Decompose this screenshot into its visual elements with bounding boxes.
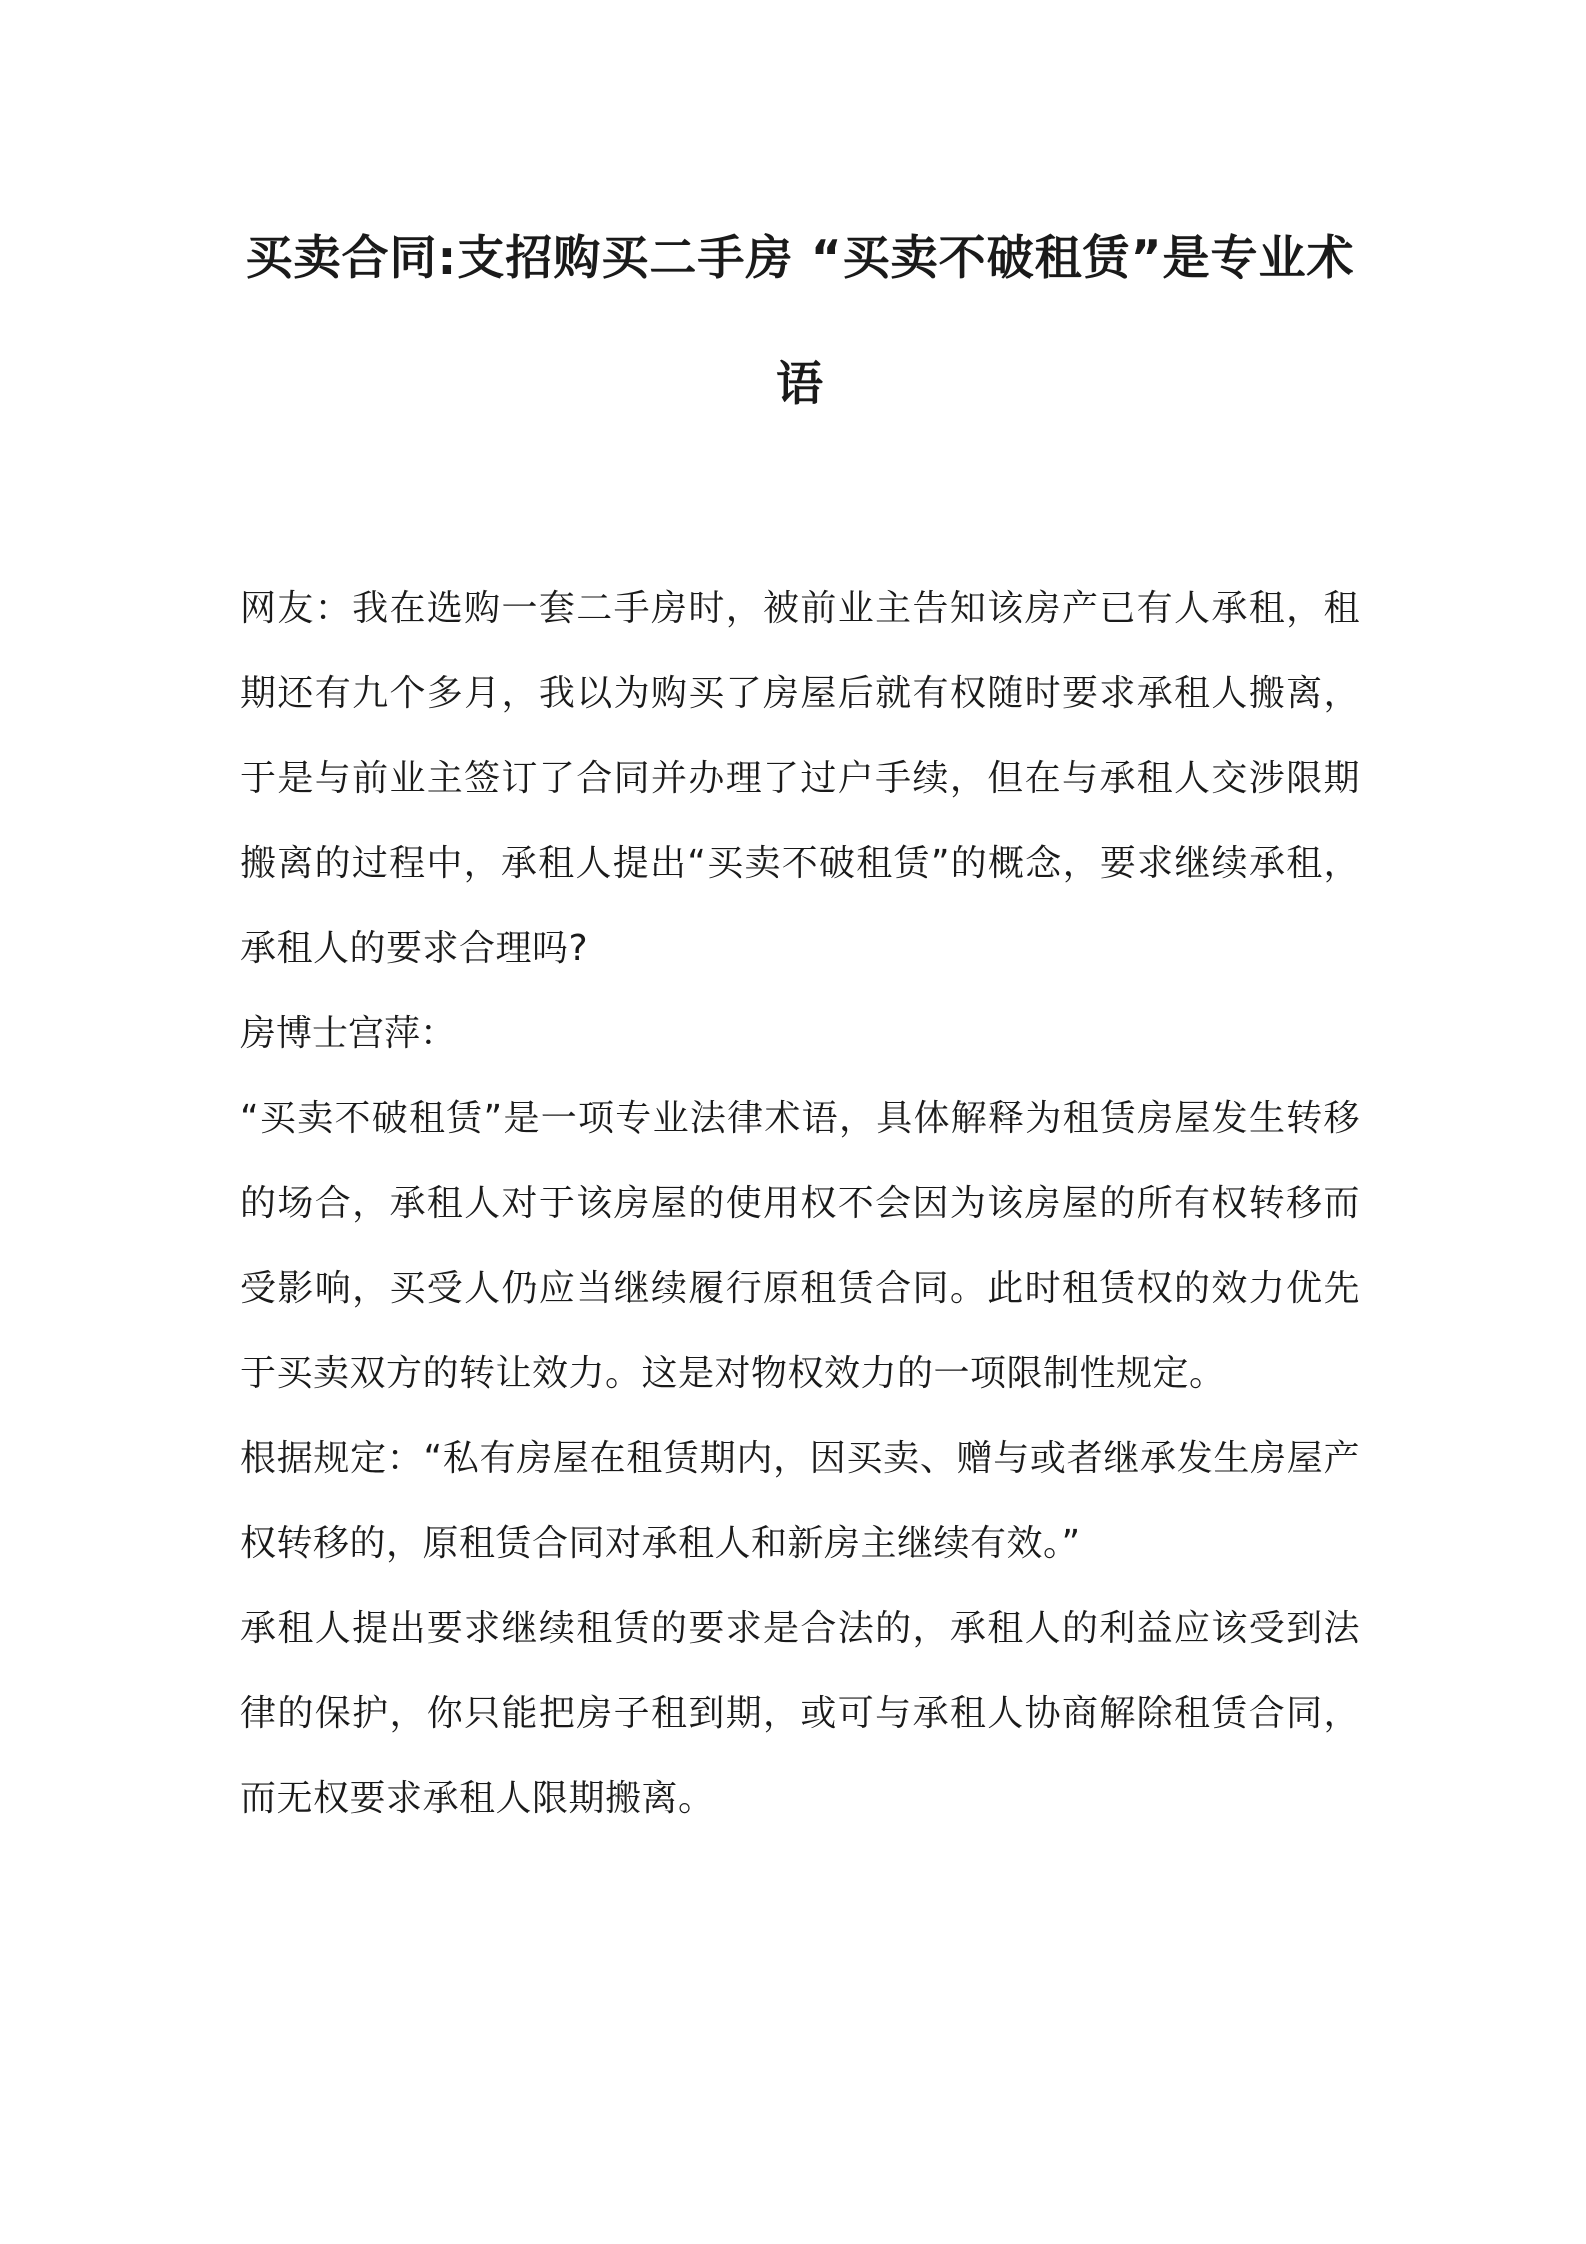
document-title: 买卖合同:支招购买二手房 “买卖不破租赁”是专业术语 (245, 231, 1355, 412)
question-paragraph: 网友：我在选购一套二手房时，被前业主告知该房产已有人承租，租期还有九个多月，我以为购买了房屋后就有权随时要求承租人搬离，于是与前业主签订了合同并办理了过户手续，但在与承租人交涉限期搬离的过程中，承租人提出“买卖不破租赁”的概念，要求继续承租，承租人的要求合理吗? (240, 588, 1360, 969)
answer-paragraph-3: 承租人提出要求继续租赁的要求是合法的，承租人的利益应该受到法律的保护，你只能把房子租到期，或可与承租人协商解除租赁合同，而无权要求承租人限期搬离。 (240, 1608, 1360, 1819)
answer-speaker: 房博士宫萍： (240, 1013, 457, 1054)
document-body (240, 566, 1360, 1841)
answer-paragraph-1: “买卖不破租赁”是一项专业法律术语，具体解释为租赁房屋发生转移的场合，承租人对于该房屋的使用权不会因为该房屋的所有权转移而受影响，买受人仍应当继续履行原租赁合同。此时租赁权的效力优先于买卖双方的转让效力。这是对物权效力的一项限制性规定。 (240, 1098, 1360, 1394)
answer-paragraph-2: 根据规定：“私有房屋在租赁期内，因买卖、赠与或者继承发生房屋产权转移的，原租赁合同对承租人和新房主继续有效。” (240, 1438, 1360, 1564)
